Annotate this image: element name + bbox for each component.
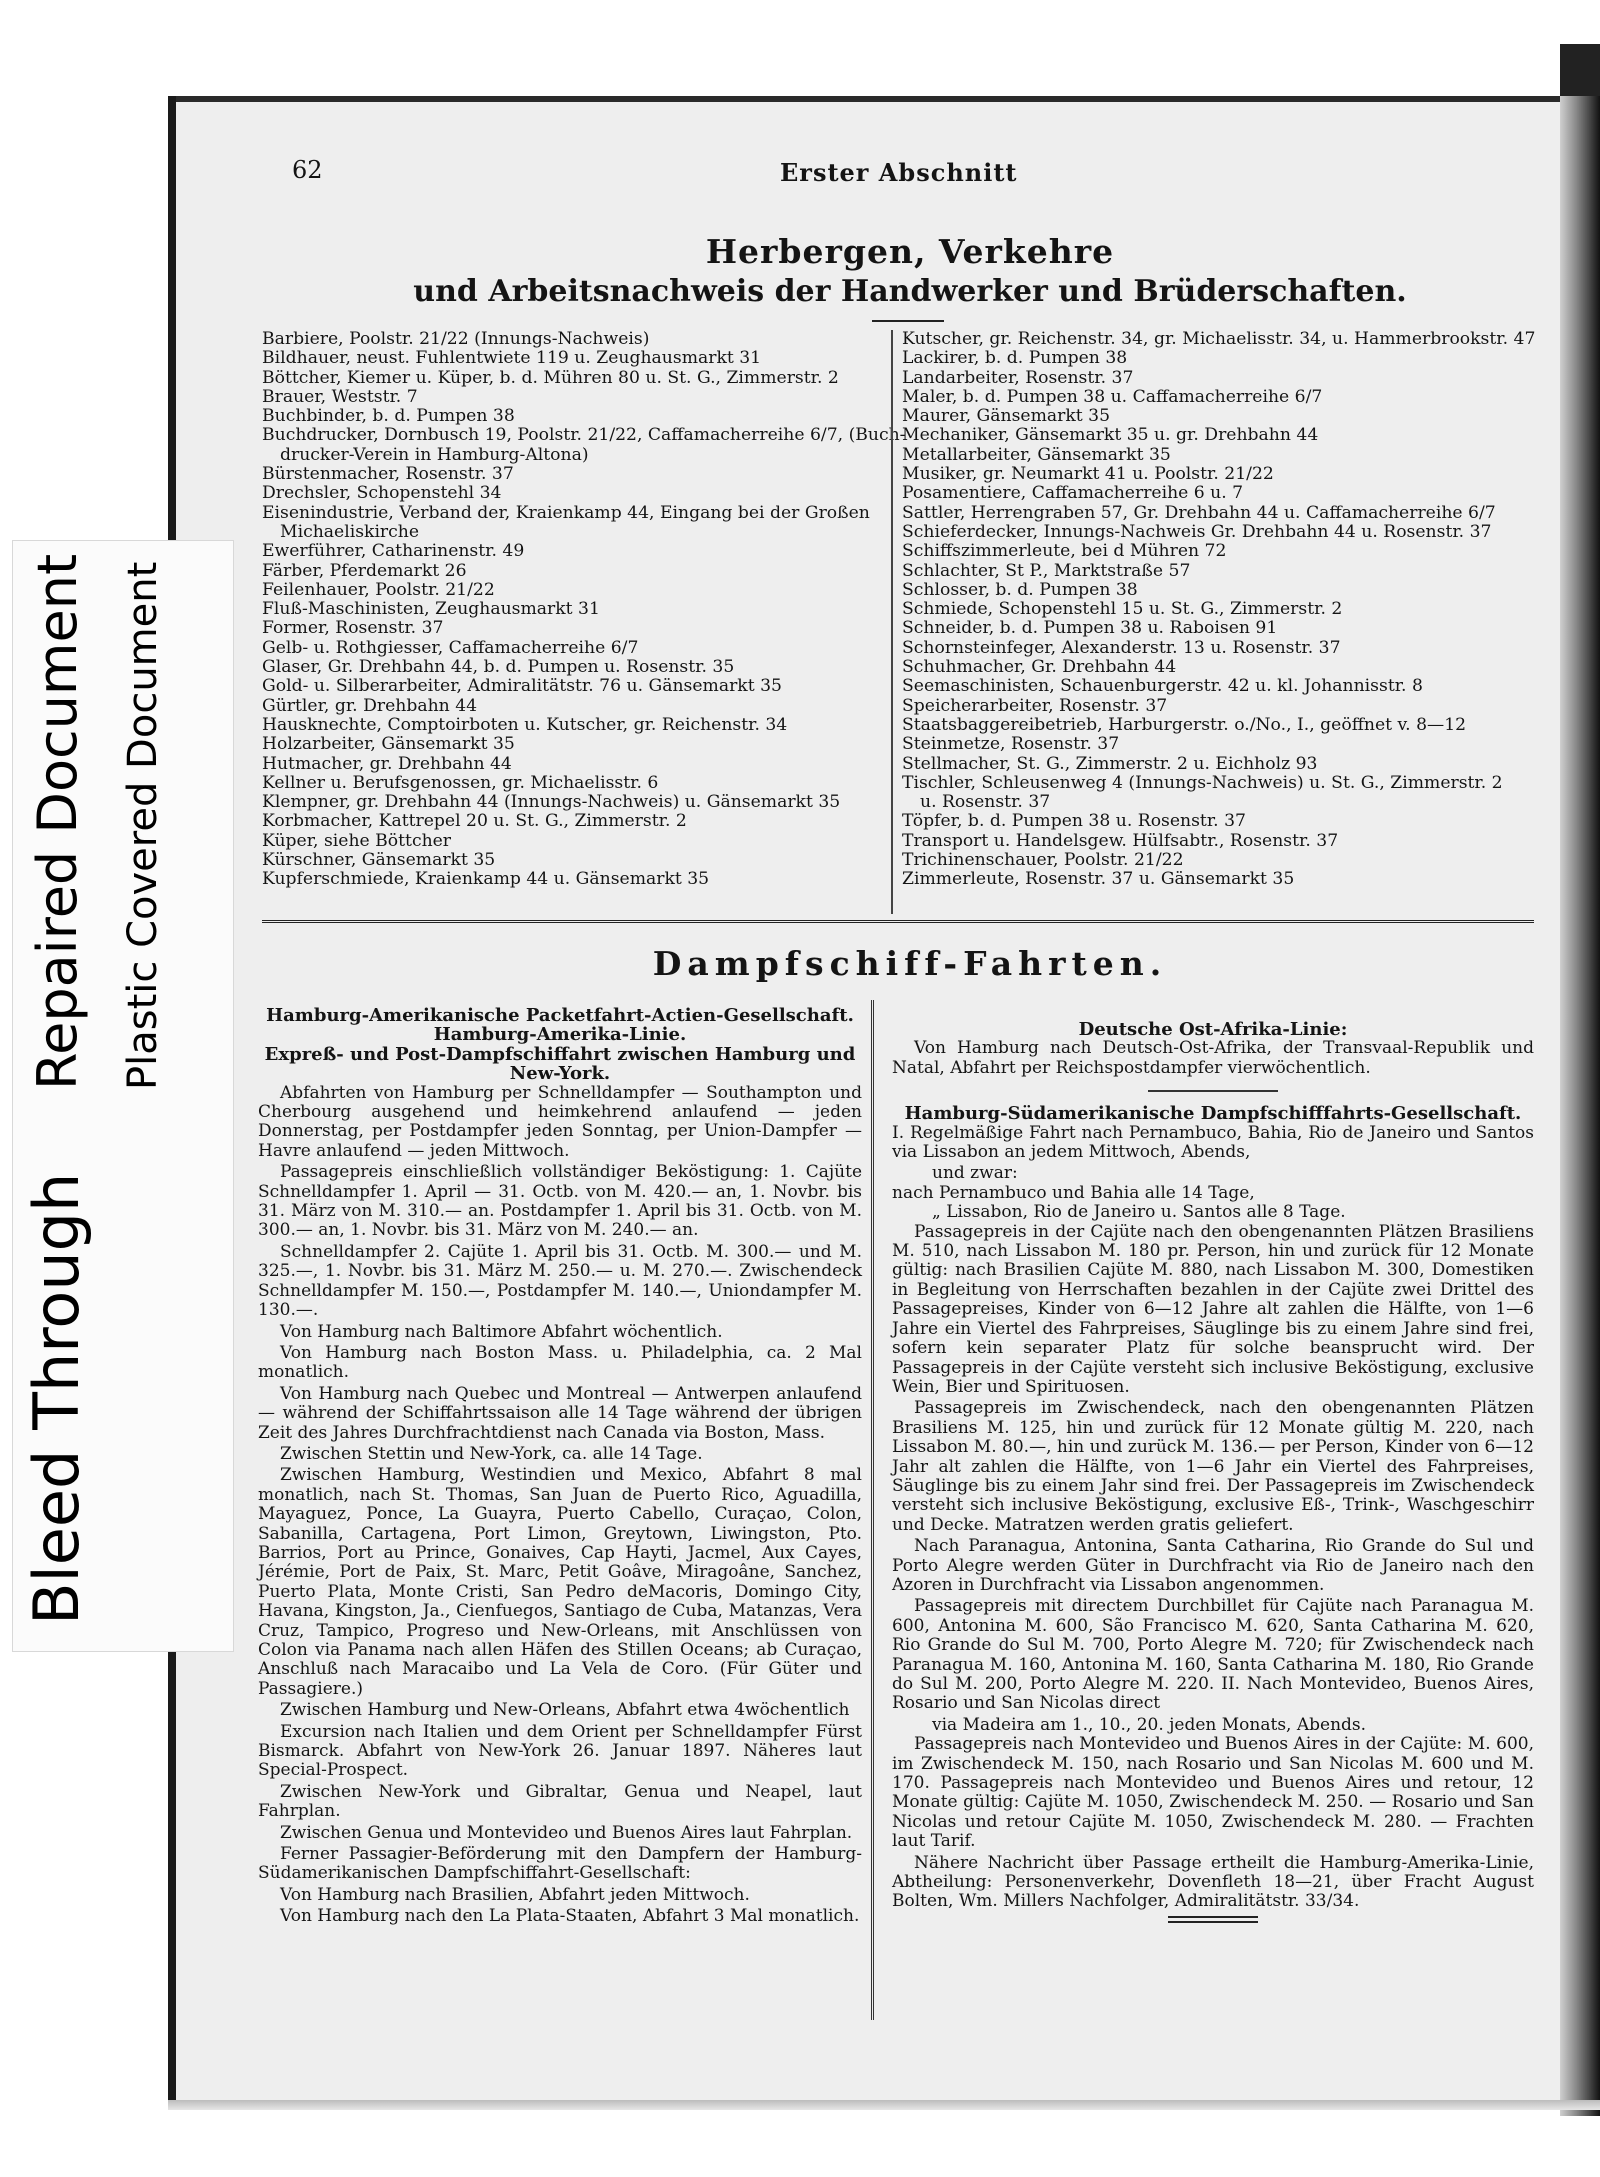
durchbillet-paragraph: Passagepreis mit directem Durchbillet für Cajüte nach Paranagua M. 600, Antonina M. 600, São Francisco M. 620, Santa Catharina M. 620, Rio Grande do Sul M. 700, Porto Alegre M. 720; für Zwischendeck nach Paranagua M. 160, Antonina M. 160, Santa Catharina M. 180, Rio Grande do Sul M. 200, Porto Alegre M. 220. II. Nach Montevideo, Buenos Aires, Rosario und San Nicolas direct [892,1596,1534,1714]
herberge-entry: Kupferschmiede, Kraienkamp 44 u. Gänsemarkt 35 [262,869,710,890]
herberge-entry: Gold- u. Silberarbeiter, Admiralitätstr. 76 u. Gänsemarkt 35 [262,676,782,697]
hapag-heading: Hamburg-Amerikanische Packetfahrt-Actien-Gesellschaft. [266,1005,854,1026]
herberge-entry: Schlachter, St P., Marktstraße 57 [902,560,1191,581]
express-heading: Expreß- und Post-Dampfschiffahrt zwischen Hamburg und New-York. [264,1043,856,1085]
herberge-entry: Transport u. Handelsgew. Hülfsabtr., Rosenstr. 37 [902,830,1339,851]
herberge-entry: Drechsler, Schopenstehl 34 [262,483,502,504]
durchfracht-paragraph: Nach Paranagua, Antonina, Santa Catharina, Rio Grande do Sul und Porto Alegre werden Güter in Durchfracht via Rio de Janeiro nach den Azoren in Durchfracht via Lissabon angenommen. [892,1536,1534,1595]
shipping-paragraph: Von Hamburg nach den La Plata-Staaten, Abfahrt 3 Mal monatlich. [280,1906,860,1927]
herberge-entry: Buchdrucker, Dornbusch 19, Poolstr. 21/22, Caffamacherreihe 6/7, (Buch- [262,425,906,446]
ostafrika-heading: Deutsche Ost-Afrika-Linie: [1078,1019,1348,1040]
herberge-entry: Maler, b. d. Pumpen 38 u. Caffamacherreihe 6/7 [902,386,1323,407]
herberge-entry: Brauer, Weststr. 7 [262,386,418,407]
herberge-entry: Ewerführer, Catharinenstr. 49 [262,541,525,562]
ostafrika-paragraph: Von Hamburg nach Deutsch-Ost-Afrika, der Transvaal-Republik und Natal, Abfahrt per Reichspostdampfer vierwöchentlich. [892,1038,1534,1078]
herberge-entry: Glaser, Gr. Drehbahn 44, b. d. Pumpen u. Rosenstr. 35 [262,657,735,678]
herberge-entry: Maurer, Gänsemarkt 35 [902,406,1111,427]
herberge-entry: Mechaniker, Gänsemarkt 35 u. gr. Drehbahn 44 [902,425,1319,446]
route-und-zwar: und zwar: [932,1163,1018,1184]
herberge-entry: Landarbeiter, Rosenstr. 37 [902,367,1134,388]
herberge-entry: Schlosser, b. d. Pumpen 38 [902,579,1138,600]
herberge-entry: Seemaschinisten, Schauenburgerstr. 42 u. kl. Johannisstr. 8 [902,676,1423,697]
route-line-2: „ Lissabon, Rio de Janeiro u. Santos alle 8 Tage. [932,1202,1346,1223]
book-right-edge [1560,96,1600,2116]
herberge-entry: Schuhmacher, Gr. Drehbahn 44 [902,657,1177,678]
dampfschiff-title: Dampfschiff-Fahrten. [652,944,1168,983]
cajuete-price-paragraph: Passagepreis in der Cajüte nach den obengenannten Plätzen Brasiliens M. 510, nach Lissabon M. 180 pr. Person, hin und zurück für 12 Monate gültig: nach Brasilien Cajüte M. 880, nach Lissabon M. 300, Domestiken in Begleitung von Herrschaften bezahlen in der Cajüte zwei Drittel des Passagepreises, Kinder von 6—12 Jahre alt zahlen die Hälfte, von 1—6 Jahre ein Viertel des Fahrpreises, Säuglinge bis zu einem Jahre sind frei, sofern kein separater Platz für solche beansprucht wird. Der Passagepreis in der Cajüte versteht sich inclusive Beköstigung, exclusive Wein, Bier und Spirituosen. [892,1221,1534,1397]
herberge-entry: Bürstenmacher, Rosenstr. 37 [262,464,514,485]
herberge-entry: Holzarbeiter, Gänsemarkt 35 [262,734,515,755]
section-title-line2: und Arbeitsnachweis der Handwerker und Brüderschaften. [413,274,1407,309]
herbergen-right-column [902,330,1534,890]
herberge-entry: Musiker, gr. Neumarkt 41 u. Poolstr. 21/22 [902,464,1274,485]
shipping-paragraph: Passagepreis einschließlich vollständiger Beköstigung: 1. Cajüte Schnelldampfer 1. April — 31. Octb. von M. 420.— an, 1. Novbr. bis 31. März von M. 310.— an. Postdampfer 1. April bis 31. Octb. von M. 300.— an, 1. Novbr. bis 31. März von M. 240.— an. [258,1162,862,1241]
plastic-covered-label: Plastic Covered Document [120,561,166,1090]
herberge-entry: Schornsteinfeger, Alexanderstr. 13 u. Rosenstr. 37 [902,637,1341,658]
herberge-entry: Staatsbaggereibetrieb, Harburgerstr. o./No., I., geöffnet v. 8—12 [902,714,1467,735]
section-divider [262,920,1534,923]
shipping-paragraph: Von Hamburg nach Brasilien, Abfahrt jeden Mittwoch. [280,1884,750,1905]
contact-paragraph: Nähere Nachricht über Passage ertheilt die Hamburg-Amerika-Linie, Abtheilung: Personenverkehr, Dovenfleth 18—21, über Fracht August Bolten, Wm. Millers Nachfolger, Admiralitätstr. 33/34. [892,1852,1534,1912]
running-head: Erster Abschnitt [780,158,1018,187]
herberge-entry: Tischler, Schleusenweg 4 (Innungs-Nachweis) u. St. G., Zimmerstr. 2 [902,772,1503,793]
shipping-paragraph: Zwischen Hamburg, Westindien und Mexico, Abfahrt 8 mal monatlich, nach St. Thomas, San Juan de Puerto Rico, Aguadilla, Mayaguez, Ponce, La Guayra, Puerto Cabello, Curaçao, Colon, Sabanilla, Cartagena, Port Limon, Greytown, Liwingston, Pto. Barrios, Port au Prince, Gonaives, Cap Hayti, Jacmel, Aux Cayes, Jérémie, Port de Paix, St. Marc, Petit Goâve, Miragoâne, Sanchez, Puerto Plata, Monte Cristi, San Pedro deMacoris, Domingo City, Havana, Kingston, Ja., Cienfuegos, Santiago de Cuba, Matanzas, Vera Cruz, Tampico, Progreso und New-Orleans, mit Anschlüssen von Colon via Panama nach allen Häfen des Stillen Oceans; ab Curaçao, Anschluß nach Maracaibo und La Vela de Coro. (Für Güter und Passagiere.) [258,1465,862,1699]
shipping-paragraph: Zwischen Hamburg und New-Orleans, Abfahrt etwa 4wöchentlich [280,1700,850,1721]
route-line-1: nach Pernambuco und Bahia alle 14 Tage, [892,1182,1255,1203]
separator-rule [1148,1090,1278,1092]
shipping-paragraph: Von Hamburg nach Boston Mass. u. Philadelphia, ca. 2 Mal monatlich. [258,1342,862,1383]
herberge-entry: Steinmetze, Rosenstr. 37 [902,734,1120,755]
ostafrika-suedamerika-column [892,1020,1534,1923]
herberge-entry: Schiffszimmerleute, bei d Mühren 72 [902,541,1227,562]
herberge-entry: Bildhauer, neust. Fuhlentwiete 119 u. Zeughausmarkt 31 [262,348,762,369]
herberge-entry: Zimmerleute, Rosenstr. 37 u. Gänsemarkt 35 [902,869,1295,890]
suedamerika-heading: Hamburg-Südamerikanische Dampfschifffahrts-Gesellschaft. [904,1103,1522,1125]
herberge-entry: Schieferdecker, Innungs-Nachweis Gr. Drehbahn 44 u. Rosenstr. 37 [902,521,1492,542]
herberge-entry: Töpfer, b. d. Pumpen 38 u. Rosenstr. 37 [902,811,1246,832]
herberge-entry: Schmiede, Schopenstehl 15 u. St. G., Zimmerstr. 2 [902,599,1343,620]
herberge-entry: Korbmacher, Kattrepel 20 u. St. G., Zimmerstr. 2 [262,811,687,832]
herberge-entry: Kürschner, Gänsemarkt 35 [262,850,496,871]
column-divider-lower [871,1000,874,2020]
herberge-entry: Kellner u. Berufsgenossen, gr. Michaelisstr. 6 [262,772,659,793]
shipping-paragraph: Zwischen Stettin und New-York, ca. alle 14 Tage. [280,1443,703,1464]
route-paragraph: I. Regelmäßige Fahrt nach Pernambuco, Bahia, Rio de Janeiro und Santos via Lissabon an jedem Mittwoch, Abends, [892,1122,1534,1163]
book-bottom-edge [168,2100,1600,2110]
herberge-entry: Feilenhauer, Poolstr. 21/22 [262,579,495,600]
herberge-entry-continuation: drucker-Verein in Hamburg-Altona) [280,444,589,465]
repaired-document-label: Repaired Document [26,553,89,1090]
zwischendeck-price-paragraph: Passagepreis im Zwischendeck, nach den obengenannten Plätzen Brasiliens M. 125, hin und zurück für 12 Monate gültig M. 220, nach Lissabon M. 80.—, hin und zurück M. 136.— per Person, Kinder von 6—12 Jahr alt zahlen die Hälfte, von 1—6 Jahr ein Viertel des Fahrpreises, Säuglinge bis zu einem Jahr sind frei. Der Passagepreis im Zwischendeck versteht sich inclusive Beköstigung, exclusive Eß-, Trink-, Waschgeschirr und Decke. Matratzen werden gratis geliefert. [892,1398,1534,1535]
herberge-entry: Klempner, gr. Drehbahn 44 (Innungs-Nachweis) u. Gänsemarkt 35 [262,792,841,813]
herberge-entry: Kutscher, gr. Reichenstr. 34, gr. Michaelisstr. 34, u. Hammerbrookstr. 47 [902,329,1536,349]
herbergen-left-column [262,329,906,890]
hamburg-amerika-column [258,1006,862,1929]
herberge-entry-continuation: Michaeliskirche [280,521,420,542]
herberge-entry: Küper, siehe Böttcher [262,830,452,851]
hapag-paragraphs [258,1084,862,1927]
herberge-entry: Lackirer, b. d. Pumpen 38 [902,348,1128,369]
herberge-entry: Schneider, b. d. Pumpen 38 u. Raboisen 91 [902,618,1278,639]
shipping-paragraph: Ferner Passagier-Beförderung mit den Dampfern der Hamburg-Südamerikanischen Dampfschiffahrt-Gesellschaft: [258,1844,862,1884]
herberge-entry: Metallarbeiter, Gänsemarkt 35 [902,444,1171,465]
herberge-entry: Eisenindustrie, Verband der, Kraienkamp 44, Eingang bei der Großen [262,502,870,523]
herberge-entry: Hutmacher, gr. Drehbahn 44 [262,753,512,774]
column-divider [891,330,893,914]
herberge-entry: Speicherarbeiter, Rosenstr. 37 [902,695,1168,716]
shipping-paragraph: Von Hamburg nach Baltimore Abfahrt wöchentlich. [280,1321,723,1342]
herberge-entry: Stellmacher, St. G., Zimmerstr. 2 u. Eichholz 93 [902,753,1318,774]
montevideo-price-paragraph: Passagepreis nach Montevideo und Buenos Aires in der Cajüte: M. 600, im Zwischendeck M. 150, nach Rosario und San Nicolas M. 600 und M. 170. Passagepreis nach Montevideo und Buenos Aires und retour, 12 Monate gültig: Cajüte M. 1050, Zwischendeck M. 250. — Rosario und San Nicolas und retour Cajüte M. 1050, Zwischendeck M. 280. — Frachten laut Tarif. [892,1734,1534,1852]
herberge-entry: Posamentiere, Caffamacherreihe 6 u. 7 [902,483,1244,504]
herberge-entry: Hausknechte, Comptoirboten u. Kutscher, gr. Reichenstr. 34 [262,714,788,735]
herberge-entry: Trichinenschauer, Poolstr. 21/22 [902,850,1184,871]
end-rule [1168,1916,1258,1923]
section-title-line1: Herbergen, Verkehre [705,232,1115,271]
herberge-entry: Gelb- u. Rothgiesser, Caffamacherreihe 6/7 [262,637,639,658]
herberge-entry: Böttcher, Kiemer u. Küper, b. d. Mühren 80 u. St. G., Zimmerstr. 2 [262,367,839,388]
shipping-paragraph: Zwischen Genua und Montevideo und Buenos Aires laut Fahrplan. [280,1822,853,1843]
shipping-paragraph: Von Hamburg nach Quebec und Montreal — Antwerpen anlaufend — während der Schiffahrtssaison alle 14 Tage während der übrigen Zeit des Jahres Durchfrachtdienst nach Canada via Boston, Mass. [258,1383,862,1443]
bleed-through-label: Bleed Through [20,1172,93,1625]
herberge-entry: Buchbinder, b. d. Pumpen 38 [262,406,515,427]
madeira-line: via Madeira am 1., 10., 20. jeden Monats, Abends. [932,1714,1367,1735]
herberge-entry-continuation: u. Rosenstr. 37 [920,792,1051,813]
shipping-paragraph: Abfahrten von Hamburg per Schnelldampfer — Southampton und Cherbourg ausgehend und heimkehrend anlaufend — jeden Donnerstag, per Postdampfer jeden Sonntag, per Union-Dampfer — Havre anlaufend — jeden Mittwoch. [258,1082,862,1161]
herberge-entry: Färber, Pferdemarkt 26 [262,560,467,581]
herberge-entry: Sattler, Herrengraben 57, Gr. Drehbahn 44 u. Caffamacherreihe 6/7 [902,502,1496,523]
title-rule [872,320,944,322]
hapag-subheading: Hamburg-Amerika-Linie. [433,1024,687,1046]
herberge-entry: Barbiere, Poolstr. 21/22 (Innungs-Nachweis) [262,329,650,349]
shipping-paragraph: Schnelldampfer 2. Cajüte 1. April bis 31. Octb. M. 300.— und M. 325.—, 1. Novbr. bis 31. März M. 250.— u. M. 270.—. Zwischendeck Schnelldampfer M. 150.—, Postdampfer M. 140.—, Uniondampfer M. 130.—. [258,1241,862,1321]
page-number: 62 [292,156,323,184]
shipping-paragraph: Zwischen New-York und Gibraltar, Genua und Neapel, laut Fahrplan. [258,1781,862,1822]
shipping-paragraph: Excursion nach Italien und dem Orient per Schnelldampfer Fürst Bismarck. Abfahrt von New-York 26. Januar 1897. Näheres laut Special-Prospect. [258,1721,862,1781]
herberge-entry: Fluß-Maschinisten, Zeughausmarkt 31 [262,599,600,620]
herberge-entry: Gürtler, gr. Drehbahn 44 [262,695,478,716]
herberge-entry: Former, Rosenstr. 37 [262,618,444,639]
